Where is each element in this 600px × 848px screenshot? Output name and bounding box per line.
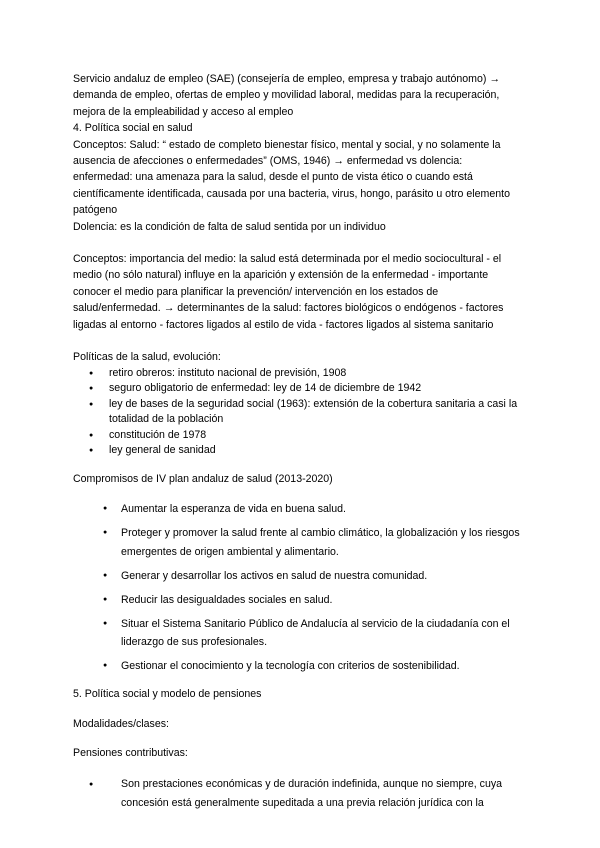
intro-block — [73, 71, 528, 235]
compromisos-list — [73, 500, 528, 676]
list-item: ● Proteger y promover la salud frente al cambio climático, la globalización y los riesgos emergentes de origen ambiental y alimentario. — [73, 524, 528, 561]
list-item: ● ley general de sanidad — [73, 443, 528, 459]
enfermedad-paragraph: enfermedad: una amenaza para la salud, desde el punto de vista ético o cuando está científicamente identificada, causada por una bacteria, virus, hongo, parásito u otro elemento patógeno — [73, 171, 510, 217]
list-item: ● seguro obligatorio de enfermedad: ley de 14 de diciembre de 1942 — [73, 381, 528, 397]
compromisos-heading: Compromisos de IV plan andaluz de salud (2013-2020) — [73, 473, 333, 486]
pensiones-list — [73, 775, 528, 813]
section-5-heading: 5. Política social y modelo de pensiones — [73, 688, 262, 701]
politicas-heading: Políticas de la salud, evolución: — [73, 351, 221, 364]
concepts-salud-paragraph: Conceptos: Salud: “ estado de completo bienestar físico, mental y social, y no solamente la ausencia de afecciones o enfermedades” (OMS, 1946) → enfermedad vs dolencia: — [73, 138, 501, 168]
dolencia-paragraph: Dolencia: es la condición de falta de salud sentida por un individuo — [73, 220, 386, 233]
list-item: ● Son prestaciones económicas y de duración indefinida, aunque no siempre, cuya concesión está generalmente supeditada a una previa relación jurídica con la — [73, 775, 528, 813]
list-item: ● Situar el Sistema Sanitario Público de Andalucía al servicio de la ciudadanía con el liderazgo de sus profesionales. — [73, 615, 528, 652]
list-item: ● Generar y desarrollar los activos en salud de nuestra comunidad. — [73, 567, 528, 586]
list-item: ● ley de bases de la seguridad social (1963): extensión de la cobertura sanitaria a casi la totalidad de la población — [73, 397, 528, 428]
intro-paragraph: Servicio andaluz de empleo (SAE) (consejería de empleo, empresa y trabajo autónomo) → demanda de empleo, ofertas de empleo y movilidad laboral, medidas para la recuperación, mejora de la empleabilidad y acceso al empleo — [73, 73, 500, 118]
list-item: ● constitución de 1978 — [73, 428, 528, 444]
concepts-medio-paragraph: Conceptos: importancia del medio: la salud está determinada por el medio sociocultural - el medio (no sólo natural) influye en la aparición y extensión de la enfermedad - importante conocer el medio para planificar la prevención/ intervención en los estados de salud/enfermedad. → determinantes de la salud: factores biológicos o endógenos - factores ligadas al entorno - factores ligados al estilo de vida - factores ligados al sistema sanitario — [73, 253, 504, 331]
document-page — [73, 71, 528, 813]
list-item: ● Gestionar el conocimiento y la tecnología con criterios de sostenibilidad. — [73, 657, 528, 676]
section-4-heading: 4. Política social en salud — [73, 122, 193, 135]
modalidades-label: Modalidades/clases: — [73, 717, 169, 730]
list-item: ● Reducir las desigualdades sociales en salud. — [73, 591, 528, 610]
pensiones-contributivas-label: Pensiones contributivas: — [73, 747, 188, 760]
politicas-list — [73, 366, 528, 460]
list-item: ● Aumentar la esperanza de vida en buena salud. — [73, 500, 528, 519]
list-item: ● retiro obreros: instituto nacional de previsión, 1908 — [73, 366, 528, 382]
